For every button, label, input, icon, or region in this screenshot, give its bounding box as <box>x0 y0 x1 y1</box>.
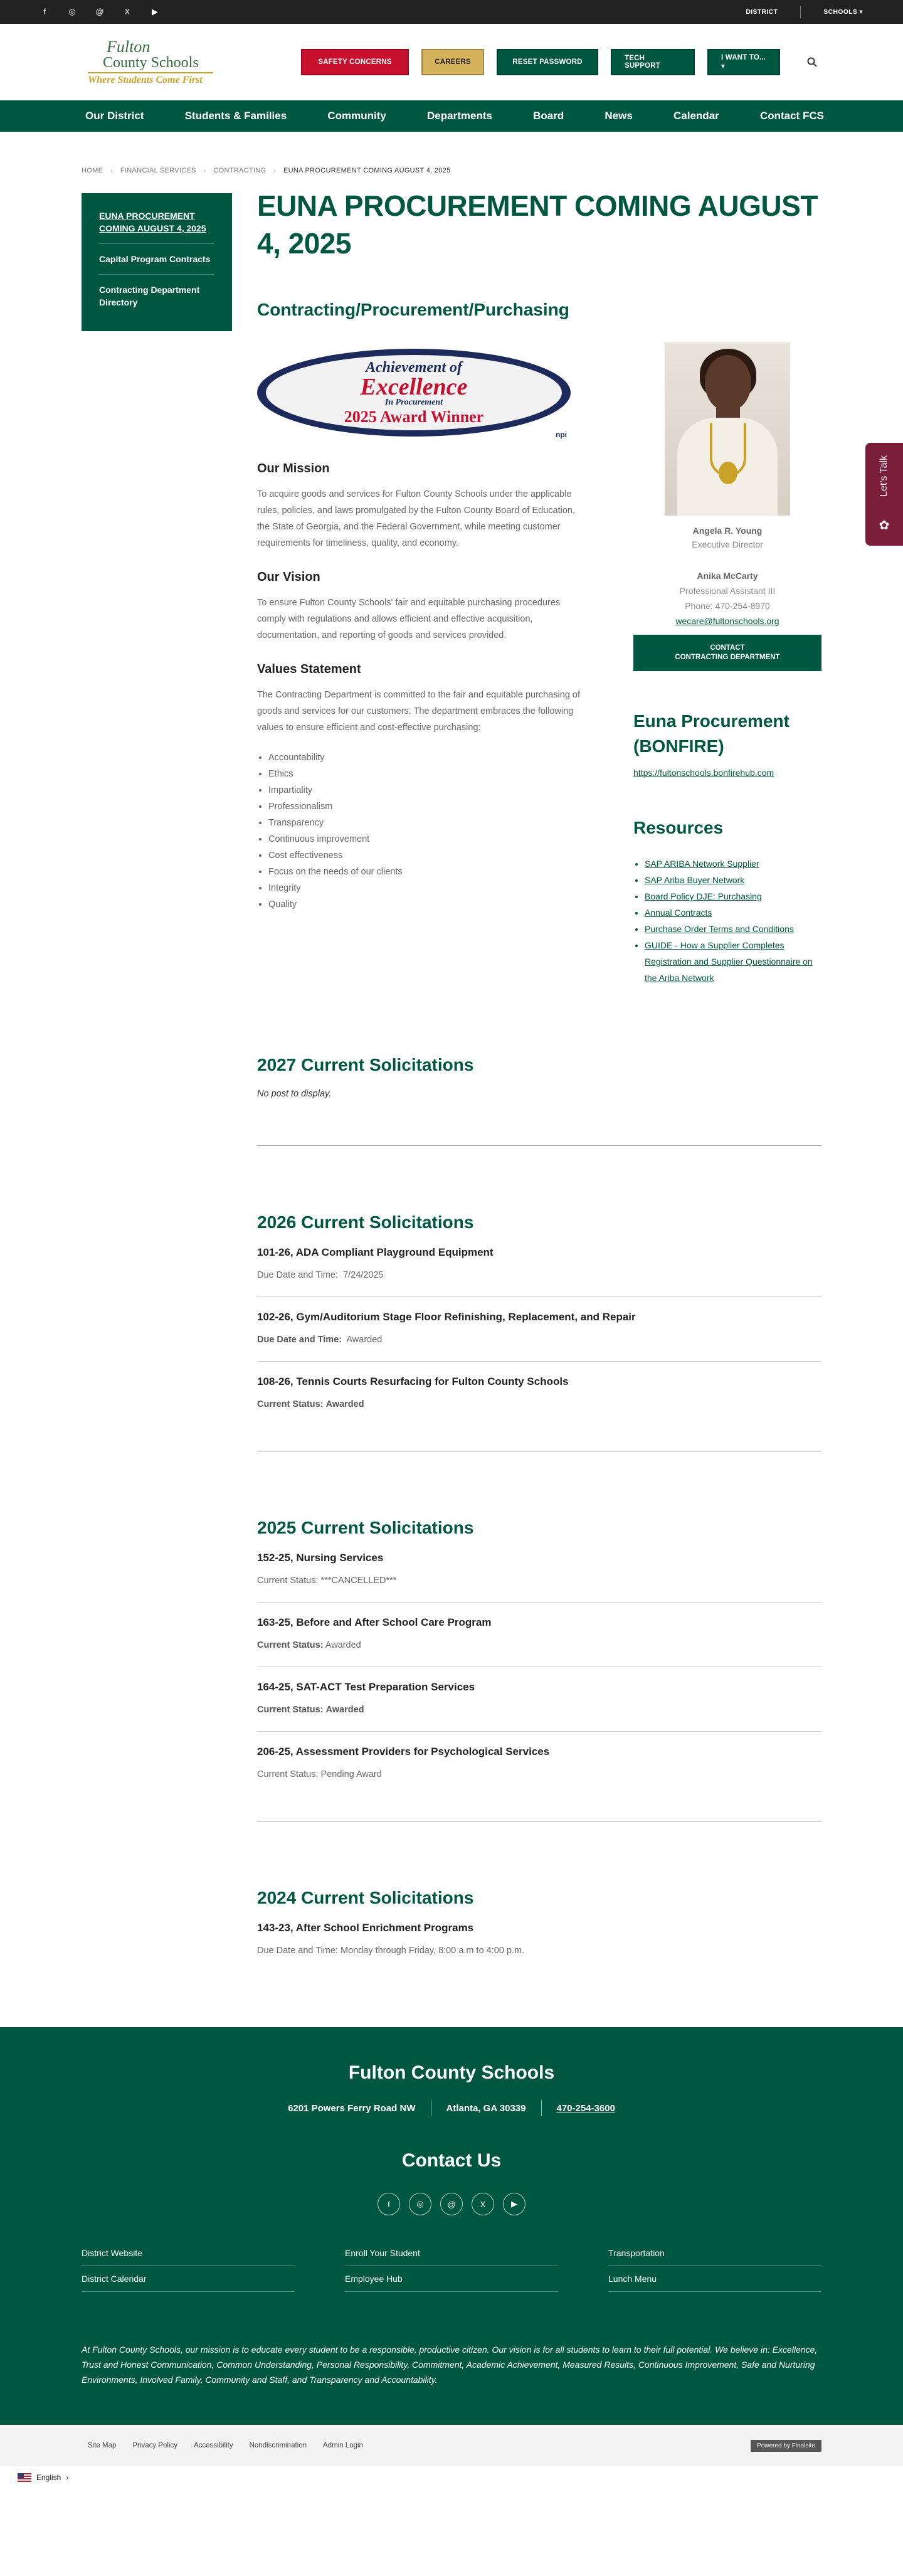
footer-links <box>82 2240 821 2292</box>
list-item: • Continuous improvement <box>268 831 589 847</box>
logo-text: County Schools <box>103 54 199 71</box>
solicitation-detail <box>257 1576 821 1586</box>
nav-our-district[interactable]: Our District <box>85 110 144 122</box>
chevron-right-icon: › <box>203 167 206 174</box>
list-item <box>645 856 821 872</box>
staff-name: Anika McCarty <box>697 571 758 581</box>
resources-list <box>633 856 821 986</box>
us-flag-icon <box>18 2473 31 2482</box>
solicitation-title[interactable]: 101-26, ADA Compliant Playground Equipment <box>257 1246 494 1258</box>
nav-community[interactable]: Community <box>327 110 386 122</box>
solicitation-detail <box>257 1946 821 1956</box>
chevron-right-icon: › <box>273 167 277 174</box>
admin-login-link[interactable]: Admin Login <box>323 2442 363 2449</box>
solicitation-title[interactable]: 143-23, After School Enrichment Programs <box>257 1922 474 1934</box>
detail-label: Current Status: <box>257 1640 324 1650</box>
solicitation-item <box>257 1603 821 1667</box>
sidebar-item-capital-program-contracts[interactable]: Capital Program Contracts <box>99 244 214 275</box>
nav-calendar[interactable]: Calendar <box>673 110 719 122</box>
solicitation-item <box>257 1667 821 1732</box>
solicitation-detail <box>257 1769 821 1779</box>
list-item <box>645 872 821 888</box>
solicitations-heading: 2024 Current Solicitations <box>257 1888 474 1907</box>
language-label: English <box>36 2473 61 2482</box>
solicitation-item <box>257 1362 821 1426</box>
detail-value: Monday through Friday, 8:00 a.m to 4:00 p.m. <box>341 1946 525 1956</box>
instagram-icon[interactable]: ◎ <box>409 2193 431 2215</box>
solicitation-title[interactable]: 102-26, Gym/Auditorium Stage Floor Refinishing, Replacement, and Repair <box>257 1311 636 1323</box>
footer-link-enroll[interactable]: Enroll Your Student <box>345 2240 558 2266</box>
list-item <box>645 937 821 986</box>
list-item: • Transparency <box>268 815 589 831</box>
detail-value: ***CANCELLED*** <box>320 1576 397 1586</box>
empty-message: No post to display. <box>257 1089 332 1099</box>
detail-value: Pending Award <box>320 1769 382 1779</box>
list-item: • Ethics <box>268 766 589 782</box>
detail-label: Due Date and Time: <box>257 1335 342 1345</box>
district-link[interactable]: DISTRICT <box>746 8 778 16</box>
resource-link[interactable]: Purchase Order Terms and Conditions <box>645 924 794 934</box>
values-list <box>257 750 589 913</box>
contact-us-heading: Contact Us <box>401 2150 502 2171</box>
lets-talk-tab[interactable] <box>865 443 903 546</box>
staff-name: Angela R. Young <box>692 526 763 536</box>
footer-district-name: Fulton County Schools <box>348 2062 555 2083</box>
staff-photo <box>665 342 790 516</box>
resource-link[interactable]: GUIDE - How a Supplier Completes Registration and Supplier Questionnaire on the Ariba Network <box>645 940 813 983</box>
resource-link[interactable]: SAP ARIBA Network Supplier <box>645 859 759 869</box>
detail-label: Current Status: <box>257 1769 319 1779</box>
x-icon[interactable]: X <box>124 7 130 16</box>
tech-support-button[interactable]: TECH SUPPORT <box>611 49 695 75</box>
social-links <box>40 7 159 17</box>
x-icon[interactable]: X <box>472 2193 494 2215</box>
breadcrumb <box>0 167 903 174</box>
staff-role: Executive Director <box>692 539 763 549</box>
privacy-policy-link[interactable]: Privacy Policy <box>132 2442 177 2449</box>
button-label: CONTRACTING DEPARTMENT <box>675 654 780 661</box>
staff-email-link[interactable]: wecare@fultonschools.org <box>675 616 779 626</box>
sidebar-item-contracting-directory[interactable]: Contracting Department Directory <box>99 285 200 307</box>
mission-heading: Our Mission <box>257 462 330 475</box>
lets-talk-label: Let's Talk <box>879 455 889 497</box>
threads-icon[interactable]: @ <box>95 7 104 16</box>
footer-address <box>82 2100 821 2116</box>
i-want-to-dropdown[interactable]: I WANT TO... ▾ <box>707 49 780 75</box>
resource-link[interactable]: SAP Ariba Buyer Network <box>645 875 745 885</box>
instagram-icon[interactable]: ◎ <box>68 7 76 16</box>
language-selector[interactable] <box>0 2466 903 2489</box>
solicitation-title[interactable]: 206-25, Assessment Providers for Psychological Services <box>257 1746 550 1757</box>
list-item: • Focus on the needs of our clients <box>268 864 589 880</box>
list-item <box>645 921 821 937</box>
breadcrumb-home[interactable]: HOME <box>82 167 103 174</box>
solicitation-detail <box>257 1640 821 1650</box>
search-icon[interactable] <box>803 53 821 72</box>
logo-text: Fulton <box>107 37 150 56</box>
chevron-right-icon: › <box>66 2473 69 2482</box>
nav-board[interactable]: Board <box>533 110 564 122</box>
nondiscrimination-link[interactable]: Nondiscrimination <box>249 2442 307 2449</box>
reset-password-button[interactable]: RESET PASSWORD <box>497 49 598 75</box>
detail-value: 7/24/2025 <box>343 1270 384 1280</box>
powered-by-badge[interactable]: Powered by Finalsite <box>751 2440 821 2452</box>
solicitation-detail <box>257 1399 821 1409</box>
footer-street: 6201 Powers Ferry Road NW <box>288 2102 416 2114</box>
list-item: • Quality <box>268 896 589 913</box>
vision-heading: Our Vision <box>257 570 320 584</box>
values-intro: The Contracting Department is committed to the fair and equitable purchasing of goods and services for our customers. The department embraces the following values to ensure efficient and cost-effective purchasing: <box>257 690 581 733</box>
list-item: • Professionalism <box>268 798 589 815</box>
detail-label: Current Status: <box>257 1576 319 1586</box>
solicitation-item <box>257 1232 821 1297</box>
logo-tagline: Where Students Come First <box>88 72 213 86</box>
resource-link[interactable]: Board Policy DJE: Purchasing <box>645 891 762 901</box>
euna-heading: Euna Procurement (BONFIRE) <box>633 711 789 756</box>
list-item: • Cost effectiveness <box>268 847 589 864</box>
solicitation-detail <box>257 1335 821 1345</box>
solicitation-item <box>257 1908 821 1972</box>
solicitation-detail <box>257 1270 821 1280</box>
staff-role: Professional Assistant III <box>679 586 776 596</box>
divider <box>800 6 801 18</box>
schools-dropdown[interactable]: SCHOOLS ▾ <box>823 8 863 16</box>
detail-value: Awarded <box>325 1705 364 1715</box>
solicitation-title[interactable]: 164-25, SAT-ACT Test Preparation Services <box>257 1681 475 1693</box>
divider <box>541 2100 542 2116</box>
solicitations-heading: 2025 Current Solicitations <box>257 1518 474 1537</box>
page-title: EUNA PROCUREMENT COMING AUGUST 4, 2025 <box>257 189 818 260</box>
detail-label: Current Status: <box>257 1399 324 1409</box>
site-footer <box>0 2027 903 2425</box>
main-content <box>257 189 821 1972</box>
accessibility-link[interactable]: Accessibility <box>193 2442 233 2449</box>
chevron-right-icon: › <box>110 167 113 174</box>
site-map-link[interactable]: Site Map <box>88 2442 117 2449</box>
detail-value: Awarded <box>346 1335 383 1345</box>
award-text: In Procurement <box>384 397 443 407</box>
vision-text: To ensure Fulton County Schools' fair and equitable purchasing procedures comply with regulations and allows efficient and effective acquisition, documentation, and reporting of goods and services provided. <box>257 598 561 640</box>
solicitations-2024 <box>257 1888 821 1972</box>
sub-footer <box>0 2425 903 2466</box>
values-heading: Values Statement <box>257 662 361 676</box>
breadcrumb-financial-services[interactable]: FINANCIAL SERVICES <box>120 167 196 174</box>
footer-social-links <box>82 2193 821 2215</box>
nav-students-families[interactable]: Students & Families <box>184 110 287 122</box>
solicitation-item <box>257 1538 821 1603</box>
careers-button[interactable]: CAREERS <box>421 49 484 75</box>
solicitations-2027 <box>257 1055 821 1146</box>
solicitation-item <box>257 1297 821 1362</box>
footer-link-lunch-menu[interactable]: Lunch Menu <box>608 2266 821 2292</box>
footer-link-district-website[interactable]: District Website <box>82 2240 295 2266</box>
footer-mission: At Fulton County Schools, our mission is to educate every student to be a responsible, productive citizen. Our vision is for all students to learn to their full potential. We believe in: Excellence, Trust and Honest Communication, Common Understanding, Personal Responsibility, Commitment, Academic Achievement, Measured Results, Continuous Improvement, Safe and Nurturing Environments, Involved Family, Community and Staff, and Transparency and Accountability. <box>82 2345 818 2385</box>
nav-departments[interactable]: Departments <box>427 110 492 122</box>
footer-link-employee-hub[interactable]: Employee Hub <box>345 2266 558 2292</box>
threads-icon[interactable]: @ <box>440 2193 463 2215</box>
site-header <box>0 24 903 100</box>
award-text: 2025 Award Winner <box>344 407 484 426</box>
detail-label: Due Date and Time: <box>257 1946 338 1956</box>
district-logo[interactable] <box>88 32 213 92</box>
list-item <box>645 888 821 904</box>
footer-link-transportation[interactable]: Transportation <box>608 2240 821 2266</box>
youtube-icon[interactable]: ▶ <box>503 2193 525 2215</box>
button-label: CONTACT <box>710 644 745 652</box>
contact-contracting-button[interactable] <box>633 635 821 671</box>
facebook-icon[interactable]: f <box>43 7 46 16</box>
utility-bar <box>0 0 903 24</box>
solicitation-item <box>257 1732 821 1796</box>
resource-link[interactable]: Annual Contracts <box>645 908 712 918</box>
solicitations-2026 <box>257 1212 821 1451</box>
footer-city: Atlanta, GA 30339 <box>446 2102 526 2114</box>
list-item <box>645 904 821 921</box>
award-text: Excellence <box>360 373 468 400</box>
solicitations-heading: 2026 Current Solicitations <box>257 1212 474 1232</box>
section-title: Contracting/Procurement/Purchasing <box>257 300 569 319</box>
nav-news[interactable]: News <box>605 110 633 122</box>
section-sidebar <box>82 193 232 331</box>
footer-link-district-calendar[interactable]: District Calendar <box>82 2266 295 2292</box>
solicitation-title[interactable]: 108-26, Tennis Courts Resurfacing for Fulton County Schools <box>257 1375 569 1387</box>
solicitation-detail <box>257 1705 821 1715</box>
youtube-icon[interactable]: ▶ <box>152 7 158 16</box>
solicitation-title[interactable]: 152-25, Nursing Services <box>257 1552 384 1564</box>
breadcrumb-contracting[interactable]: CONTRACTING <box>213 167 267 174</box>
safety-concerns-button[interactable]: SAFETY CONCERNS <box>301 49 409 75</box>
divider <box>257 1145 821 1146</box>
facebook-icon[interactable]: f <box>378 2193 400 2215</box>
award-badge-image <box>257 342 571 443</box>
detail-value: Awarded <box>325 1640 361 1650</box>
detail-label: Current Status: <box>257 1705 324 1715</box>
chat-icon: ✿ <box>879 519 890 533</box>
mission-text: To acquire goods and services for Fulton County Schools under the applicable rules, policies, and laws promulgated by the Fulton County Board of Education, the State of Georgia, and the Federal Government, while meeting customer requirements for timeliness, quality, and economy. <box>257 489 575 548</box>
nav-contact-fcs[interactable]: Contact FCS <box>759 110 824 122</box>
bonfire-link[interactable]: https://fultonschools.bonfirehub.com <box>633 768 774 778</box>
solicitations-heading: 2027 Current Solicitations <box>257 1055 474 1074</box>
breadcrumb-current: EUNA PROCUREMENT COMING AUGUST 4, 2025 <box>283 167 451 174</box>
detail-value: Awarded <box>325 1399 364 1409</box>
footer-phone-link[interactable]: 470-254-3600 <box>556 2102 615 2114</box>
main-navigation <box>0 100 903 132</box>
staff-phone: Phone: 470-254-8970 <box>685 601 770 611</box>
sidebar-item-euna-procurement[interactable]: EUNA PROCUREMENT COMING AUGUST 4, 2025 <box>99 207 214 244</box>
award-text: Achievement of <box>366 359 462 376</box>
solicitation-title[interactable]: 163-25, Before and After School Care Program <box>257 1616 492 1628</box>
solicitations-2025 <box>257 1518 821 1821</box>
list-item: • Impartiality <box>268 782 589 798</box>
resources-heading: Resources <box>633 818 724 837</box>
list-item: • Integrity <box>268 880 589 896</box>
npi-logo: npi <box>556 430 567 439</box>
detail-label: Due Date and Time: <box>257 1270 338 1280</box>
list-item: • Accountability <box>268 750 589 766</box>
